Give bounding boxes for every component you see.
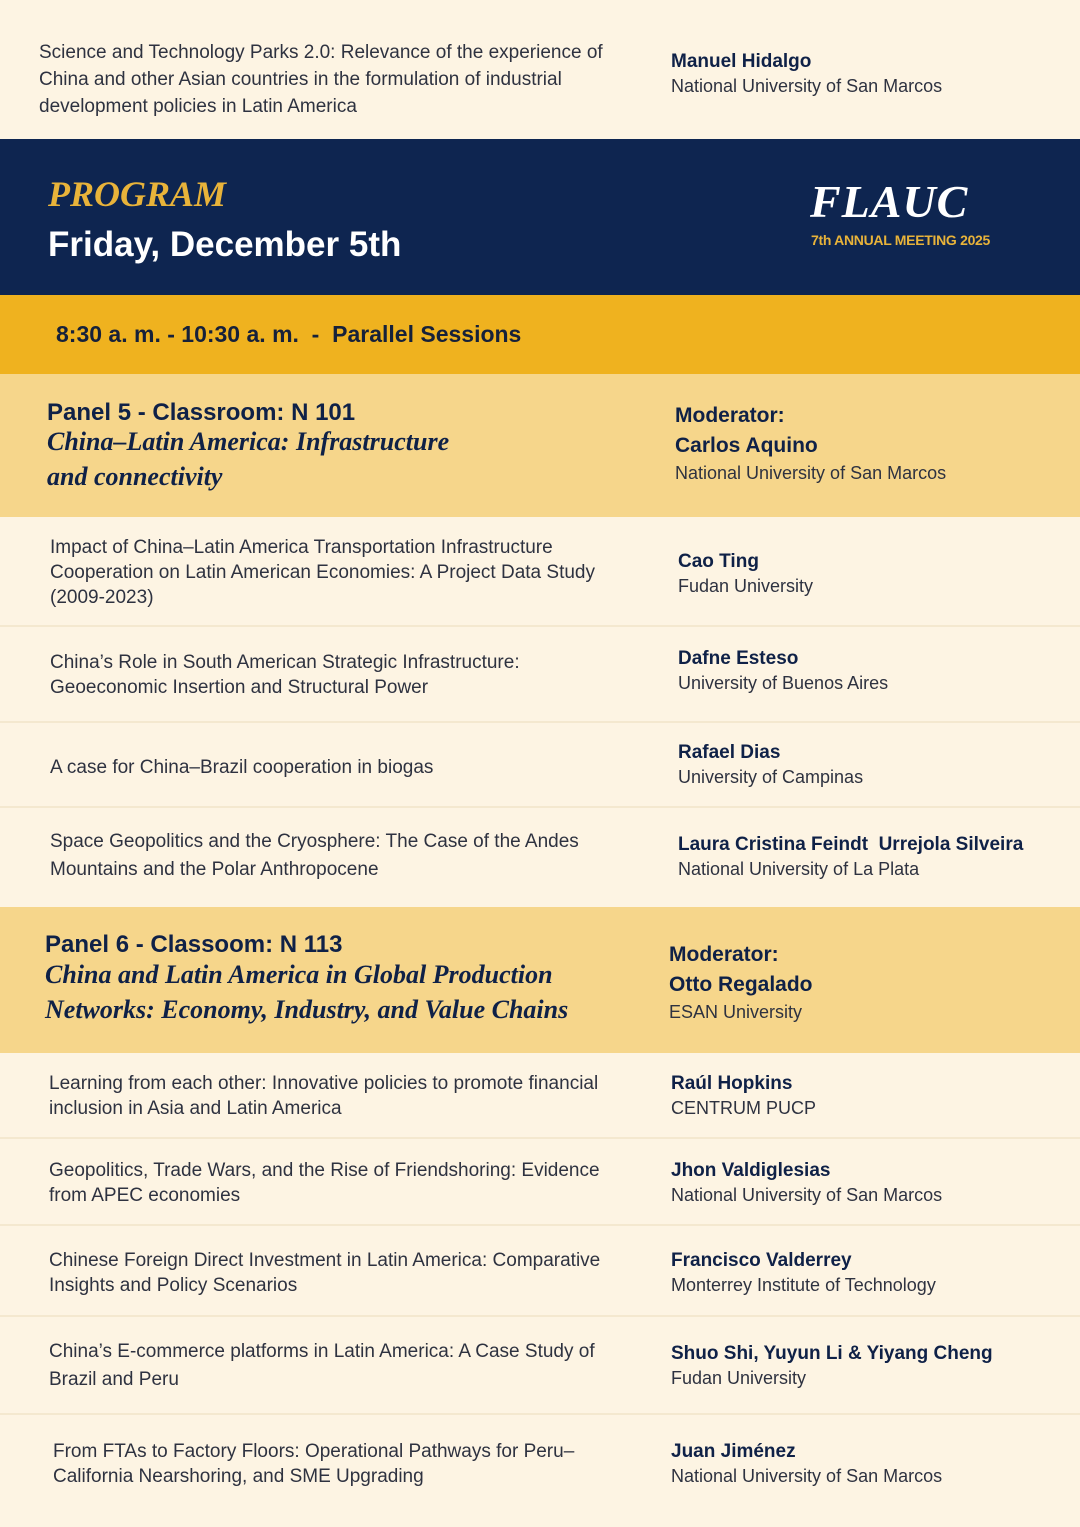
speaker-name: Manuel Hidalgo <box>671 51 812 72</box>
program-date: Friday, December 5th <box>48 225 402 264</box>
paper-row <box>0 1413 1080 1527</box>
speaker-name: Jhon Valdiglesias <box>671 1160 831 1181</box>
panel-subtitle-line2: Networks: Economy, Industry, and Value Chains <box>45 995 569 1024</box>
session-time-label: 8:30 a. m. - 10:30 a. m. - Parallel Sessions <box>56 321 522 347</box>
paper-title: China’s Role in South American Strategic Infrastructure: Geoeconomic Insertion and Structural Power <box>50 652 520 698</box>
paper-title: Impact of China–Latin America Transportation Infrastructure Cooperation on Latin American Economies: A Project Data Study (2009-2023) <box>50 537 595 608</box>
panel-subtitle-line1: China–Latin America: Infrastructure <box>47 427 450 456</box>
top-paper-row <box>0 0 1080 139</box>
speaker-affiliation: University of Buenos Aires <box>678 673 889 693</box>
paper-row <box>0 625 1080 721</box>
speaker-affiliation: National University of San Marcos <box>671 1185 943 1205</box>
program-label: PROGRAM <box>48 174 227 214</box>
speaker-block <box>671 49 942 99</box>
speaker-block <box>678 832 1023 882</box>
paper-title: China’s E-commerce platforms in Latin America: A Case Study of Brazil and Peru <box>49 1341 595 1390</box>
paper-title: A case for China–Brazil cooperation in biogas <box>50 757 434 778</box>
speaker-affiliation: Fudan University <box>671 1368 807 1388</box>
paper-row <box>0 1224 1080 1315</box>
speaker-block <box>671 1158 942 1208</box>
speaker-block <box>678 646 888 696</box>
paper-title: Space Geopolitics and the Cryosphere: The Case of the Andes Mountains and the Polar Anthropocene <box>50 831 579 880</box>
paper-row <box>0 1315 1080 1413</box>
panel-5-header <box>0 374 1080 517</box>
panel-subtitle-line1: China and Latin America in Global Production <box>45 960 553 989</box>
speaker-block <box>671 1248 936 1298</box>
moderator-affiliation: ESAN University <box>669 1002 803 1022</box>
paper-row <box>0 721 1080 806</box>
speaker-block <box>678 549 813 599</box>
speaker-name: Laura Cristina Feindt Urrejola Silveira <box>678 834 1024 855</box>
moderator-label: Moderator: <box>669 943 779 966</box>
speaker-name: Shuo Shi, Yuyun Li & Yiyang Cheng <box>671 1343 993 1364</box>
program-header <box>0 139 1080 295</box>
paper-title: Geopolitics, Trade Wars, and the Rise of Friendshoring: Evidence from APEC economies <box>49 1160 600 1206</box>
speaker-name: Juan Jiménez <box>671 1441 796 1462</box>
paper-title: Chinese Foreign Direct Investment in Latin America: Comparative Insights and Policy Scenarios <box>49 1250 601 1296</box>
flauc-logo: FLAUC <box>810 176 969 227</box>
speaker-block <box>671 1071 816 1121</box>
speaker-name: Rafael Dias <box>678 742 781 763</box>
speaker-affiliation: Monterrey Institute of Technology <box>671 1275 936 1295</box>
speaker-name: Francisco Valderrey <box>671 1250 852 1271</box>
speaker-affiliation: Fudan University <box>678 576 814 596</box>
speaker-name: Dafne Esteso <box>678 648 799 669</box>
speaker-affiliation: National University of San Marcos <box>671 1466 943 1486</box>
speaker-affiliation: CENTRUM PUCP <box>671 1098 817 1118</box>
paper-row <box>0 1053 1080 1137</box>
annual-meeting-label: 7th ANNUAL MEETING 2025 <box>811 232 991 248</box>
panel-title: Panel 5 - Classroom: N 101 <box>47 399 356 426</box>
paper-row <box>0 806 1080 907</box>
moderator-affiliation: National University of San Marcos <box>675 463 947 483</box>
speaker-block <box>678 740 863 790</box>
moderator-name: Otto Regalado <box>669 973 813 996</box>
paper-title: Learning from each other: Innovative policies to promote financial inclusion in Asia and Latin America <box>49 1073 599 1119</box>
speaker-affiliation: National University of San Marcos <box>671 76 943 96</box>
panel-title: Panel 6 - Classoom: N 113 <box>45 931 343 958</box>
speaker-name: Cao Ting <box>678 551 759 572</box>
moderator-label: Moderator: <box>675 404 785 427</box>
speaker-block <box>671 1341 993 1391</box>
panel-subtitle-line2: and connectivity <box>47 462 223 491</box>
panel-6-header <box>0 907 1080 1053</box>
moderator-name: Carlos Aquino <box>675 434 818 457</box>
paper-title: From FTAs to Factory Floors: Operational Pathways for Peru–California Nearshoring, and SME Upgrading <box>53 1441 575 1487</box>
session-bar <box>0 295 1080 374</box>
speaker-affiliation: University of Campinas <box>678 767 864 787</box>
paper-title: Science and Technology Parks 2.0: Relevance of the experience of China and other Asian countries in the formulation of industrial development policies in Latin America <box>39 42 603 117</box>
speaker-block <box>671 1439 942 1489</box>
speaker-name: Raúl Hopkins <box>671 1073 793 1094</box>
speaker-affiliation: National University of La Plata <box>678 859 920 879</box>
paper-row <box>0 517 1080 625</box>
paper-row <box>0 1137 1080 1224</box>
